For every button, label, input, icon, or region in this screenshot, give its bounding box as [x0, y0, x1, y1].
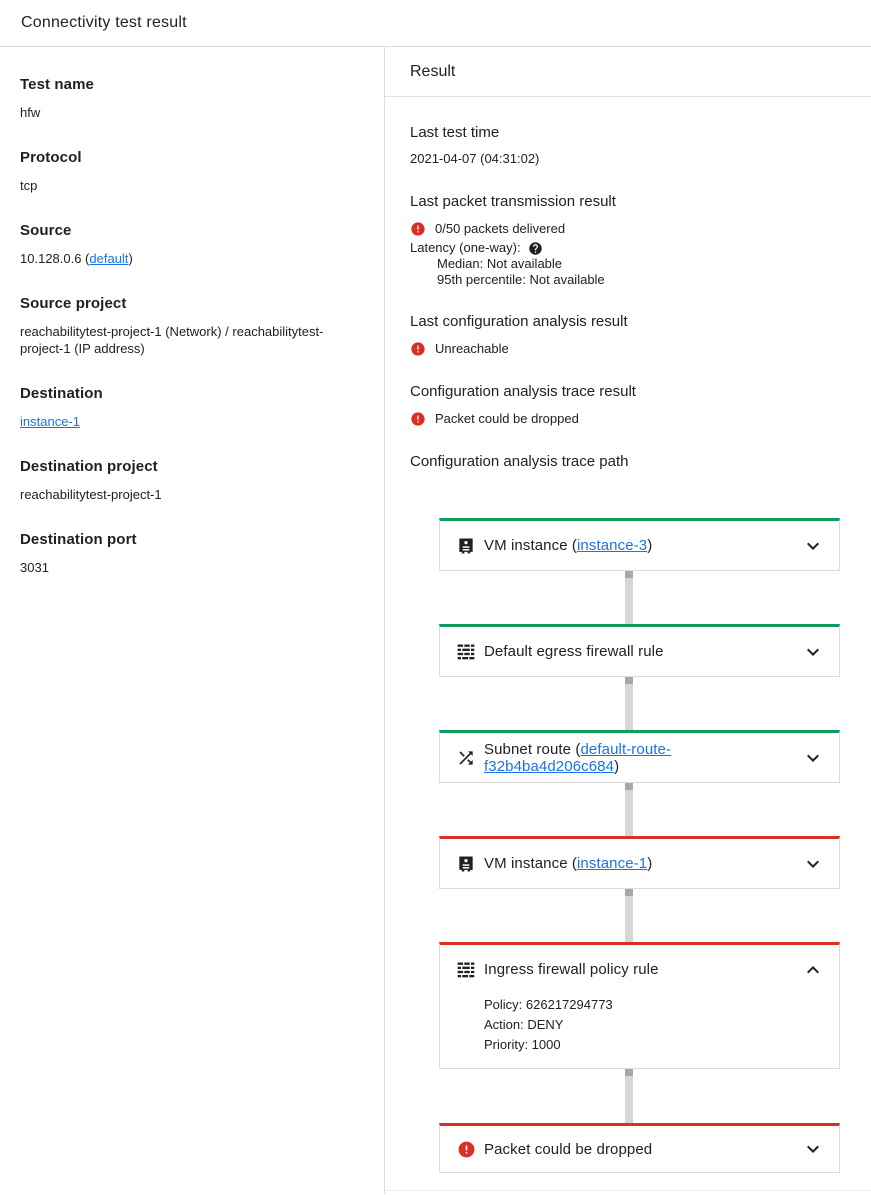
trace-path [439, 518, 840, 1173]
latency-label: Latency (one-way): [410, 240, 521, 255]
trace-connector [625, 1069, 633, 1123]
field-label: Protocol [20, 149, 82, 166]
trace-step-title: Subnet route (default-route-f32b4ba4d206c684) [484, 740, 672, 775]
destination-instance-link[interactable]: instance-1 [20, 414, 80, 429]
latency-percentile: 95th percentile: Not available [437, 272, 605, 287]
result-header [385, 47, 871, 97]
field-label: Destination [20, 385, 103, 402]
chevron-down-icon[interactable] [801, 852, 825, 876]
field-source [20, 222, 364, 267]
chevron-down-icon[interactable] [801, 746, 825, 770]
trace-path-heading: Configuration analysis trace path [410, 453, 629, 470]
test-details-panel [0, 47, 385, 1194]
field-label: Destination project [20, 458, 158, 475]
chevron-down-icon[interactable] [801, 640, 825, 664]
field-protocol [20, 149, 364, 194]
latency-row [410, 240, 871, 256]
latency-median: Median: Not available [437, 256, 563, 271]
trace-step-vm-instance-3[interactable] [439, 518, 840, 571]
packet-transmission-status [410, 220, 871, 238]
trace-connector [625, 783, 633, 836]
trace-step-details [440, 994, 839, 1068]
config-analysis-status-text: Unreachable [435, 341, 509, 356]
trace-connector [625, 889, 633, 942]
trace-step-title: Ingress firewall policy rule [484, 961, 659, 978]
vm-instance-icon [456, 536, 476, 556]
field-value [20, 413, 354, 430]
help-icon[interactable] [528, 241, 543, 256]
page-title: Connectivity test result [21, 14, 187, 31]
trace-result-status-text: Packet could be dropped [435, 411, 579, 426]
trace-connector [625, 677, 633, 730]
instance-3-link[interactable]: instance-3 [577, 537, 648, 554]
vm-instance-icon [456, 854, 476, 874]
field-value: 3031 [20, 560, 49, 575]
source-network-link[interactable]: default [89, 251, 129, 266]
chevron-up-icon[interactable] [801, 958, 825, 982]
field-value: reachabilitytest-project-1 [20, 487, 162, 502]
last-test-time-heading: Last test time [410, 124, 500, 141]
trace-step-title: VM instance (instance-3) [484, 537, 653, 554]
trace-result-status [410, 410, 871, 428]
field-value: 10.128.0.6 (default) [20, 251, 133, 266]
error-icon [456, 1139, 476, 1159]
error-icon [410, 341, 426, 357]
trace-step-title: Default egress firewall rule [484, 643, 664, 660]
firewall-icon [456, 960, 476, 980]
trace-result-heading: Configuration analysis trace result [410, 383, 636, 400]
trace-connector [625, 571, 633, 624]
route-icon [456, 748, 476, 768]
result-panel [385, 47, 871, 1194]
detail-priority: Priority: 1000 [484, 1037, 561, 1052]
packet-transmission-status-text: 0/50 packets delivered [435, 221, 566, 236]
detail-action: Action: DENY [484, 1017, 564, 1032]
field-value: hfw [20, 105, 41, 120]
instance-1-link[interactable]: instance-1 [577, 855, 648, 872]
trace-step-ingress-firewall-policy[interactable] [439, 942, 840, 1069]
chevron-down-icon[interactable] [801, 1137, 825, 1161]
result-heading: Result [410, 62, 456, 80]
chevron-down-icon[interactable] [801, 534, 825, 558]
field-test-name [20, 76, 364, 121]
packet-transmission-heading: Last packet transmission result [410, 193, 616, 210]
firewall-icon [456, 642, 476, 662]
field-label: Source [20, 222, 72, 239]
field-label: Destination port [20, 531, 137, 548]
subnet-route-link[interactable]: default-route-f32b4ba4d206c684 [484, 740, 672, 775]
field-source-project [20, 295, 364, 357]
config-analysis-status [410, 340, 871, 358]
field-label: Test name [20, 76, 94, 93]
trace-step-egress-firewall[interactable] [439, 624, 840, 677]
error-icon [410, 221, 426, 237]
page-header [0, 0, 871, 47]
last-test-time-value: 2021-04-07 (04:31:02) [410, 151, 540, 166]
config-analysis-heading: Last configuration analysis result [410, 313, 628, 330]
field-value: tcp [20, 178, 38, 193]
trace-step-vm-instance-1[interactable] [439, 836, 840, 889]
error-icon [410, 411, 426, 427]
field-destination-project [20, 458, 364, 503]
trace-step-title: Packet could be dropped [484, 1140, 653, 1158]
field-value: reachabilitytest-project-1 (Network) / reachabilitytest-project-1 (IP address) [20, 324, 324, 356]
trace-step-title: VM instance (instance-1) [484, 855, 653, 872]
field-label: Source project [20, 295, 127, 312]
field-destination [20, 385, 364, 430]
trace-step-subnet-route[interactable] [439, 730, 840, 783]
field-destination-port [20, 531, 364, 576]
detail-policy: Policy: 626217294773 [484, 997, 613, 1012]
panel-bottom-divider [385, 1190, 871, 1191]
trace-step-packet-dropped[interactable] [439, 1123, 840, 1173]
